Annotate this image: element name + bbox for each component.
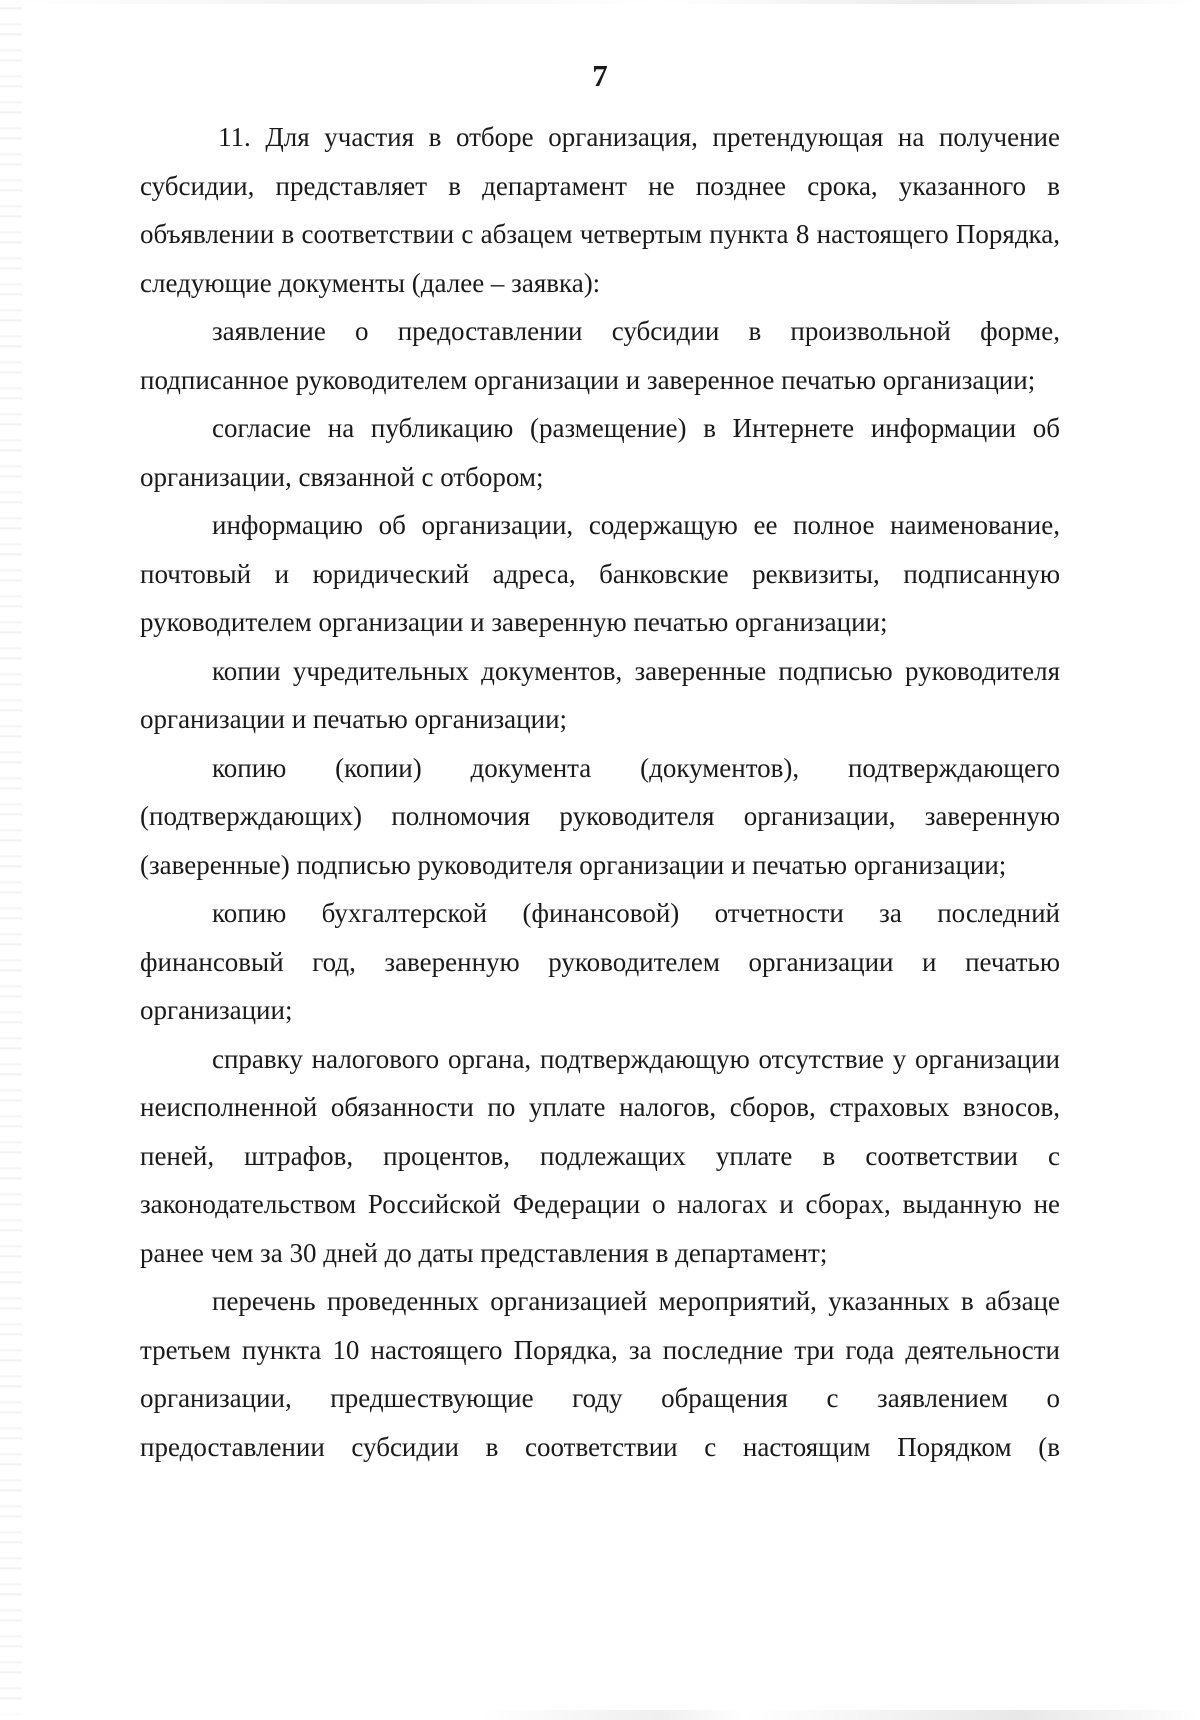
page-number: 7 xyxy=(592,58,608,93)
paragraph-events-list: перечень проведенных организацией мероприятий, указанных в абзаце третьем пункта 10 настоящего Порядка, за последние три года деятельности организации, предшествующие году обращения с заявлением о предоставлении субсидии в соответствии с настоящим Порядком (в xyxy=(140,1286,1060,1462)
document-body xyxy=(140,113,1060,1471)
paragraph-accounting-statements: копию бухгалтерской (финансовой) отчетности за последний финансовый год, заверенную руководителем организации и печатью организации; xyxy=(140,898,1060,1025)
paragraph-item-11: 11. Для участия в отборе организация, претендующая на получение субсидии, представляет в департамент не позднее срока, указанного в объявлении в соответствии с абзацем четвертым пункта 8 настоящего Порядка, следующие документы (далее – заявка): xyxy=(140,122,1060,298)
scan-edge-bottom xyxy=(0,1710,1200,1720)
paragraph-founding-documents: копии учредительных документов, заверенные подписью руководителя организации и печатью организации; xyxy=(140,655,1060,734)
paragraph-application-statement: заявление о предоставлении субсидии в произвольной форме, подписанное руководителем организации и заверенное печатью организации; xyxy=(140,316,1060,395)
paragraph-tax-certificate: справку налогового органа, подтверждающую отсутствие у организации неисполненной обязанности по уплате налогов, сборов, страховых взносов, пеней, штрафов, процентов, подлежащих уплате в соответствии с законодательством Российской Федерации о налогах и сборах, выданную не ранее чем за 30 дней до даты представления в департамент; xyxy=(140,1043,1060,1268)
paragraph-organization-info: информацию об организации, содержащую ее полное наименование, почтовый и юридический адреса, банковские реквизиты, подписанную руководителем организации и заверенную печатью организации; xyxy=(140,510,1060,637)
scan-edge-top xyxy=(0,0,1200,4)
paragraph-publication-consent: согласие на публикацию (размещение) в Интернете информации об организации, связанной с отбором; xyxy=(140,413,1060,492)
scan-edge-left xyxy=(0,0,22,1720)
paragraph-authority-documents: копию (копии) документа (документов), подтверждающего (подтверждающих) полномочия руководителя организации, заверенную (заверенные) подписью руководителя организации и печатью организации; xyxy=(140,752,1060,880)
